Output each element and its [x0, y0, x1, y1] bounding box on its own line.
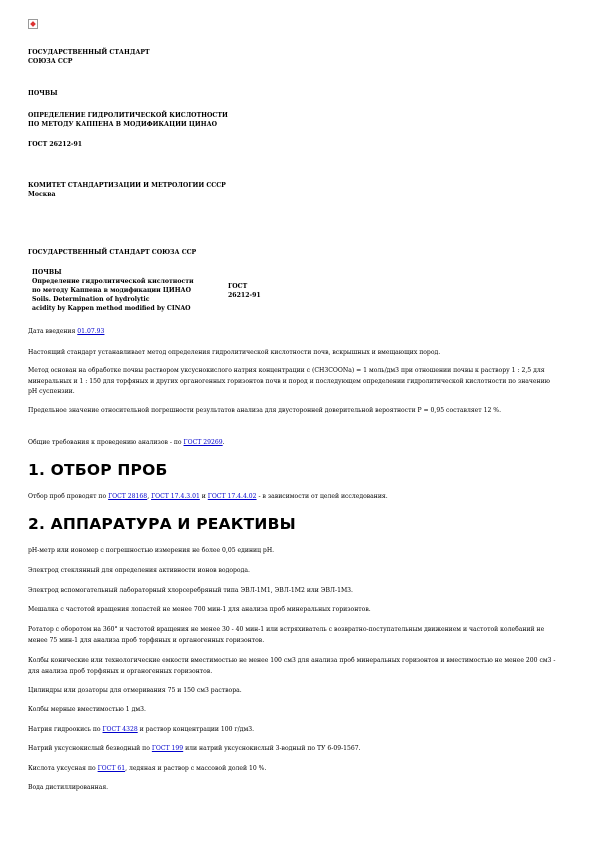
section-1-title: 1. ОТБОР ПРОБ [28, 461, 168, 479]
gost-4328-link[interactable]: ГОСТ 4328 [102, 726, 138, 733]
gost-199-link[interactable]: ГОСТ 199 [151, 745, 184, 752]
effective-date-link[interactable]: 01.07.93 [77, 328, 105, 335]
gost-29269-link[interactable]: ГОСТ 29269 [183, 439, 223, 446]
broken-image-icon [28, 19, 38, 29]
apparatus-item-7: Цилиндры или дозаторы для отмеривания 75 и 150 см3 раствора. [28, 687, 242, 694]
apparatus-item-11: Кислота уксусная по ГОСТ 61, ледяная и раствор с массовой долей 10 %. [28, 765, 267, 772]
intro-paragraph-2: Метод основан на обработке почвы раствором уксуснокислого натрия концентрации с (CH3COONa) = 1 моль/дм3 при отношении почвы к раствору 1 : 2,5 для минеральных и 1 : 150 для торфяных и других органогенных горизонтов почв и пород и последующем определении гидролитической кислотности по значению pH суспензии. [28, 367, 550, 395]
header-committee: КОМИТЕТ СТАНДАРТИЗАЦИИ И МЕТРОЛОГИИ СССР [28, 182, 226, 189]
gost-17-4-4-02-link[interactable]: ГОСТ 17.4.4.02 [207, 493, 257, 500]
standard-category: ПОЧВЫ [32, 269, 62, 276]
gost-61-link[interactable]: ГОСТ 61 [97, 765, 126, 772]
standard-gost-number: 26212-91 [228, 292, 261, 299]
standard-heading: ГОСУДАРСТВЕННЫЙ СТАНДАРТ СОЮЗА ССР [28, 249, 197, 256]
apparatus-item-2: Электрод стеклянный для определения активности ионов водорода. [28, 567, 250, 574]
apparatus-item-6: Колбы конические или технологические емкости вместимостью не менее 100 см3 для анализа проб минеральных горизонтов и вместимостью не менее 200 см3 - для анализа проб торфяных и органогенных горизонтов. [28, 657, 556, 675]
section-2-title: 2. АППАРАТУРА И РЕАКТИВЫ [28, 515, 296, 533]
intro-paragraph-1: Настоящий стандарт устанавливает метод определения гидролитической кислотности почв, вскрышных и вмещающих пород. [28, 349, 441, 356]
apparatus-item-5: Ротатор с оборотом на 360° и частотой вращения не менее 30 - 40 мин-1 или встряхиватель с возвратно-поступательным движением и частотой колебаний не менее 75 мин-1 для анализа проб торфяных и органогенных горизонтов. [28, 626, 545, 644]
standard-title-ru-line2: по методу Каппена в модификации ЦИНАО [32, 287, 191, 294]
gost-17-4-3-01-link[interactable]: ГОСТ 17.4.3.01 [151, 493, 200, 500]
standard-title-en-line1: Soils. Determination of hydrolytic [32, 296, 150, 303]
header-title-line1: ОПРЕДЕЛЕНИЕ ГИДРОЛИТИЧЕСКОЙ КИСЛОТНОСТИ [28, 112, 228, 119]
apparatus-item-12: Вода дистиллированная. [28, 784, 109, 791]
section-1-text: Отбор проб проводят по ГОСТ 28168, ГОСТ 17.4.3.01 и ГОСТ 17.4.4.02 - в зависимости от целей исследования. [28, 493, 388, 500]
header-org-line1: ГОСУДАРСТВЕННЫЙ СТАНДАРТ [28, 49, 150, 56]
apparatus-item-8: Колбы мерные вместимостью 1 дм3. [28, 706, 146, 713]
header-title-line2: ПО МЕТОДУ КАППЕНА В МОДИФИКАЦИИ ЦИНАО [28, 121, 218, 128]
header-city: Москва [28, 191, 56, 198]
gost-28168-link[interactable]: ГОСТ 28168 [108, 493, 148, 500]
apparatus-item-3: Электрод вспомогательный лабораторный хлорсеребряный типа ЭВЛ-1М1, ЭВЛ-1М2 или ЭВЛ-1М3. [28, 587, 353, 594]
apparatus-item-9: Натрия гидроокись по ГОСТ 4328 и раствор концентрации 100 г/дм3. [28, 726, 255, 733]
standard-title-en-line2: acidity by Kappen method modified by CINAO [32, 305, 191, 312]
apparatus-item-4: Мешалка с частотой вращения лопастей не менее 700 мин-1 для анализа проб минеральных горизонтов. [28, 606, 371, 613]
apparatus-item-10: Натрий уксуснокислый безводный по ГОСТ 199 или натрий уксуснокислый 3-водный по ТУ 6-09-1567. [28, 745, 361, 752]
effective-date: Дата введения 01.07.93 [28, 328, 105, 335]
header-category: ПОЧВЫ [28, 90, 58, 97]
standard-gost-label: ГОСТ [228, 283, 248, 290]
header-org-line2: СОЮЗА ССР [28, 58, 73, 65]
intro-paragraph-4: Общие требования к проведению анализов - по ГОСТ 29269. [28, 439, 225, 446]
header-code: ГОСТ 26212-91 [28, 141, 83, 148]
standard-title-ru-line1: Определение гидролитической кислотности [32, 278, 194, 285]
apparatus-item-1: pH-метр или иономер с погрешностью измерения не более 0,05 единиц pH. [28, 547, 275, 554]
intro-paragraph-3: Предельное значение относительной погрешности результатов анализа для двусторонней доверительной вероятности P = 0,95 составляет 12 %. [28, 407, 502, 414]
